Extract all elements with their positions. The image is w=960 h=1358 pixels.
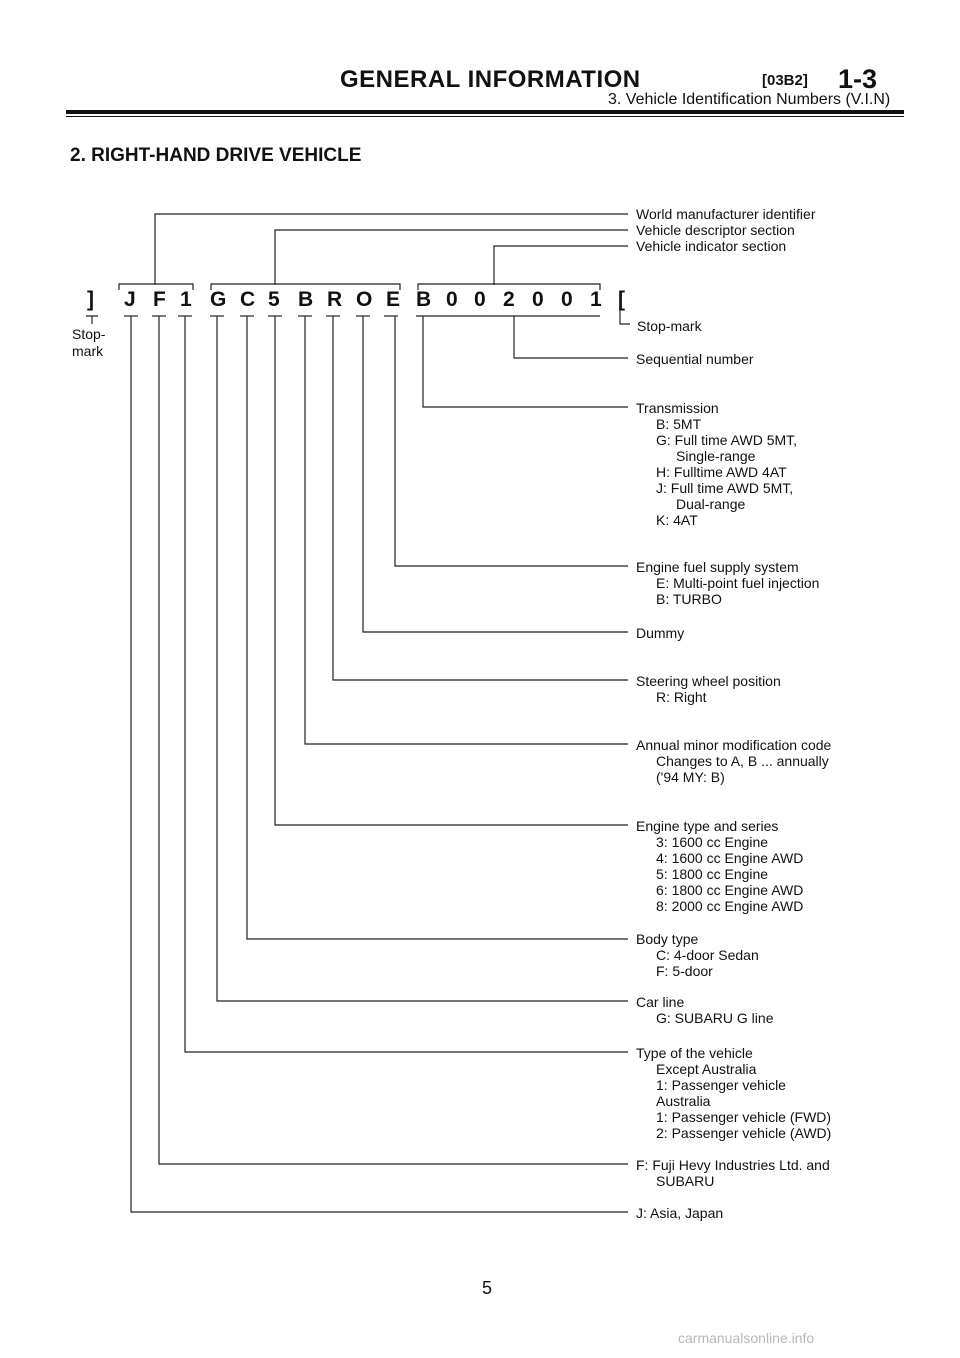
region-leader-line	[131, 316, 628, 1212]
section-title: 2. RIGHT-HAND DRIVE VEHICLE	[70, 145, 362, 166]
body-leader-line	[247, 316, 628, 939]
transmission-leader-line	[423, 316, 628, 407]
vin-char-7: B	[298, 288, 314, 311]
vin-char-15: 0	[532, 288, 544, 311]
dummy-leader-line	[363, 316, 628, 632]
manufacturer-group: F: Fuji Hevy Industries Ltd. and SUBARU	[636, 1157, 830, 1189]
page-reference: 1-3	[838, 64, 878, 94]
stop-mark-left-label: Stop- mark	[72, 326, 106, 359]
vds-leader-line	[275, 230, 628, 285]
vin-char-12: 0	[446, 288, 458, 311]
manufacturer-leader-line	[159, 316, 628, 1164]
vin-char-14: 2	[503, 288, 515, 311]
vin-char-17: 1	[590, 288, 602, 311]
annual-modification-group: Annual minor modification code Changes to A, B ... annually ('94 MY: B)	[636, 737, 832, 785]
stop-mark-right-label: Stop-mark	[637, 318, 702, 334]
vin-char-1: J	[124, 288, 136, 311]
body-type-group: Body type C: 4-door Sedan F: 5-door	[636, 931, 759, 979]
vin-char-ticks	[86, 316, 600, 324]
vin-char-2: F	[153, 288, 166, 311]
page-subtitle: 3. Vehicle Identification Numbers (V.I.N)	[608, 91, 891, 108]
watermark-text: carmanualsonline.info	[678, 1330, 815, 1346]
vin-char-5: C	[240, 288, 256, 311]
engine-leader-line	[275, 316, 628, 825]
steering-group: Steering wheel position R: Right	[636, 673, 781, 705]
wmi-leader-line	[155, 214, 628, 285]
page-title: GENERAL INFORMATION	[340, 66, 641, 93]
region-group: J: Asia, Japan	[636, 1205, 724, 1221]
car-line-group: Car line G: SUBARU G line	[636, 994, 774, 1026]
sequential-leader-line	[514, 316, 628, 358]
vin-char-3: 1	[180, 288, 192, 311]
vehicle-type-group: Type of the vehicle Except Australia 1: Passenger vehicle Australia 1: Passenger vehicle (FWD) 2: Passenger vehicle (AWD)	[636, 1045, 832, 1141]
vds-label: Vehicle descriptor section	[636, 222, 795, 238]
carline-leader-line	[217, 316, 628, 1001]
vin-char-11: B	[416, 288, 432, 311]
vin-char-4: G	[210, 288, 227, 311]
vin-start-mark: ]	[87, 288, 94, 311]
wmi-label: World manufacturer identifier	[636, 206, 816, 222]
vin-char-9: O	[356, 288, 373, 311]
vin-char-16: 0	[561, 288, 573, 311]
vis-label: Vehicle indicator section	[636, 238, 787, 254]
section-code: [03B2]	[762, 72, 808, 89]
vis-leader-line	[494, 246, 628, 285]
vin-end-mark: [	[618, 288, 625, 311]
steering-leader-line	[333, 316, 628, 680]
vin-char-6: 5	[268, 288, 280, 311]
dummy-group: Dummy	[636, 625, 685, 641]
vin-char-10: E	[386, 288, 401, 311]
vin-char-13: 0	[474, 288, 486, 311]
transmission-group: Transmission B: 5MT G: Full time AWD 5MT, Single-range H: Fulltime AWD 4AT J: Full time AWD 5MT, Dual-range K: 4AT	[636, 400, 798, 528]
vin-char-8: R	[327, 288, 343, 311]
fuel-system-group: Engine fuel supply system E: Multi-point fuel injection B: TURBO	[636, 559, 820, 607]
page-number: 5	[482, 1278, 493, 1298]
fuel-leader-line	[395, 316, 628, 566]
vehicle-type-leader-line	[185, 316, 628, 1052]
engine-type-group: Engine type and series 3: 1600 cc Engine 4: 1600 cc Engine AWD 5: 1800 cc Engine 6: 1800 cc Engine AWD 8: 2000 cc Engine AWD	[636, 818, 804, 914]
sequential-number-label: Sequential number	[636, 351, 754, 367]
